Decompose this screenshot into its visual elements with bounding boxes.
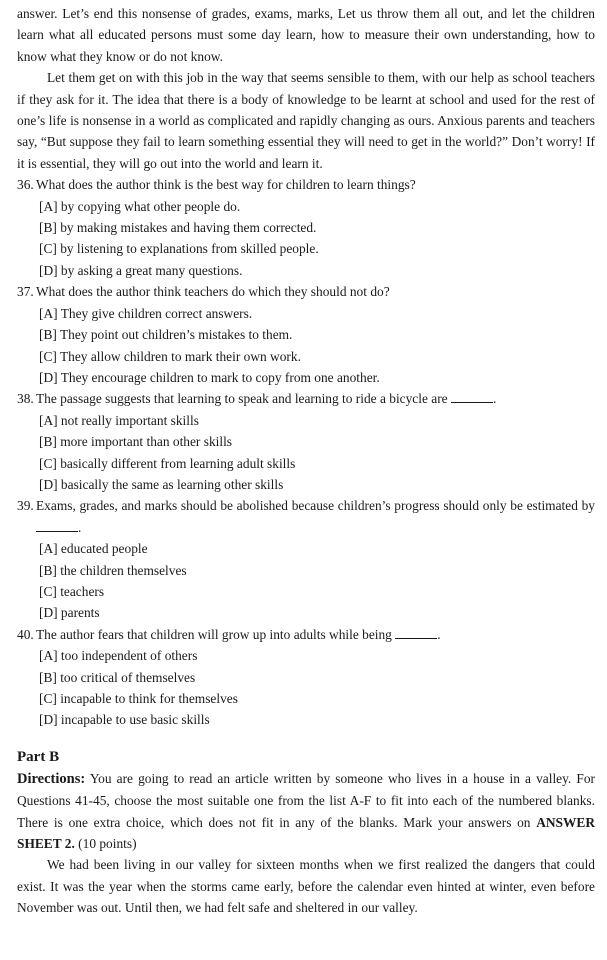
answer-option[interactable]: [D] parents [39, 605, 100, 621]
answer-option[interactable]: [B] more important than other skills [39, 434, 233, 450]
directions-label: Directions: [17, 770, 86, 787]
answer-option[interactable]: [C] basically different from learning adult skills [39, 455, 296, 471]
question-38 [17, 388, 595, 495]
question-number: 38. [17, 391, 34, 407]
question-text: What does the author think is the best way for children to learn things? [36, 177, 416, 193]
answer-blank[interactable] [36, 519, 78, 532]
passage-paragraph: Let them get on with this job in the way that seems sensible to them, with our help as school teachers if they ask for it. The idea that there is a body of knowledge to be learnt at school and used for the rest of one’s life is nonsense in a world as complicated and rapidly changing as ours. Anxious parents and teachers say, “But suppose they fail to learn something essential they will need to get in the world?” Don’t worry! If it is essential, they will go out into the world and learn it. [17, 70, 595, 171]
question-40 [17, 624, 595, 731]
question-stem [17, 388, 595, 409]
question-stem [17, 624, 595, 645]
answer-option[interactable]: [C] by listening to explanations from skilled people. [39, 241, 319, 257]
answer-option[interactable]: [A] They give children correct answers. [39, 305, 253, 321]
question-text: The passage suggests that learning to speak and learning to ride a bicycle are [36, 391, 448, 407]
passage-paragraph: answer. Let’s end this nonsense of grades, exams, marks, Let us throw them all out, and let the children learn what all educated persons must some day learn, how to measure their own understanding, how to know what they know or do not know. [17, 6, 595, 64]
answer-option[interactable]: [A] by copying what other people do. [39, 198, 241, 214]
answer-option[interactable]: [B] too critical of themselves [39, 669, 196, 685]
question-39 [17, 495, 595, 623]
part-b-section [17, 747, 595, 919]
directions-text: You are going to read an article written by someone who lives in a house in a valley. For Questions 41-45, choose the most suitable one from the list A-F to fit into each of the numbered blanks. There is one extra choice, which does not fit in any of the blanks. Mark your answers on [17, 770, 595, 830]
question-stem-end: . [78, 519, 82, 535]
answer-option[interactable]: [B] They point out children’s mistakes to them. [39, 327, 293, 343]
answer-option[interactable]: [B] by making mistakes and having them corrected. [39, 220, 317, 236]
answer-option[interactable]: [B] the children themselves [39, 562, 187, 578]
question-stem-end: . [492, 391, 497, 407]
question-text: The author fears that children will grow up into adults while being [36, 626, 392, 642]
question-36 [17, 174, 595, 281]
answer-option[interactable]: [D] incapable to use basic skills [39, 712, 210, 728]
answer-option[interactable]: [D] by asking a great many questions. [39, 262, 243, 278]
question-stem [17, 281, 595, 302]
answer-option[interactable]: [A] educated people [39, 541, 148, 557]
question-number: 39. [17, 498, 34, 514]
answer-sheet-label: ANSWER SHEET 2. [17, 814, 595, 852]
answer-option[interactable]: [D] basically the same as learning other skills [39, 476, 284, 492]
answer-option[interactable]: [C] They allow children to mark their own work. [39, 348, 301, 364]
question-stem [17, 174, 595, 195]
answer-option[interactable]: [D] They encourage children to mark to copy from one another. [39, 369, 380, 385]
question-number: 36. [17, 177, 34, 193]
question-stem [17, 495, 595, 538]
answer-blank[interactable] [395, 626, 437, 639]
question-stem-end: . [437, 626, 441, 642]
part-b-heading: Part B [17, 748, 60, 765]
question-number: 37. [17, 284, 34, 300]
reading-passage [17, 3, 595, 174]
directions-paragraph [17, 768, 595, 855]
points-text: (10 points) [74, 836, 137, 852]
article-paragraph: We had been living in our valley for sixteen months when we first realized the dangers that could exist. It was the year when the storms came early, before the calendar even hinted at winter, even before November was out. Until then, we had felt safe and sheltered in our valley. [17, 857, 595, 916]
question-text: Exams, grades, and marks should be abolished because children’s progress should only be estimated by [36, 498, 595, 514]
question-37 [17, 281, 595, 388]
answer-option[interactable]: [A] too independent of others [39, 648, 198, 664]
answer-option[interactable]: [A] not really important skills [39, 412, 199, 428]
answer-blank[interactable] [451, 390, 493, 403]
question-number: 40. [17, 626, 34, 642]
question-text: What does the author think teachers do which they should not do? [36, 284, 390, 300]
answer-option[interactable]: [C] teachers [39, 583, 105, 599]
question-list [17, 174, 595, 731]
answer-option[interactable]: [C] incapable to think for themselves [39, 691, 238, 706]
